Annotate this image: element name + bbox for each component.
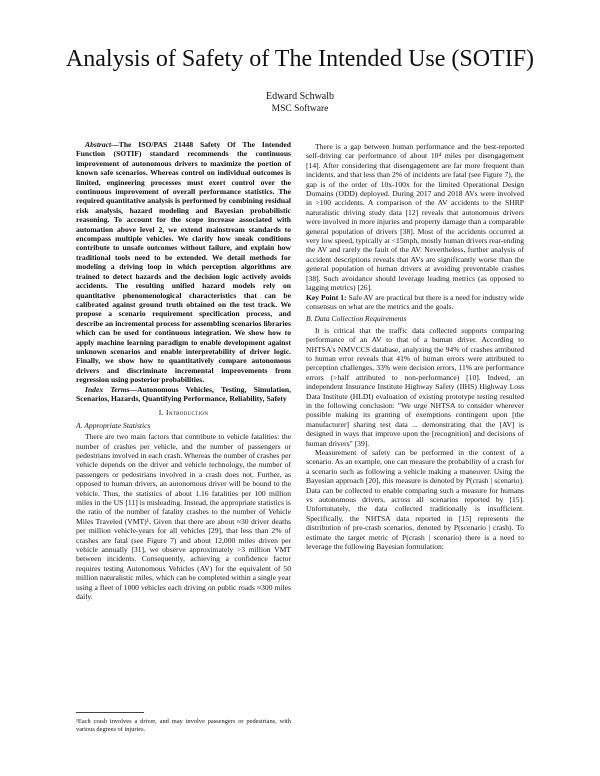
- footnote-rule: [76, 712, 144, 713]
- section-heading-introduction: I. Introduction: [158, 408, 209, 418]
- right-column: [306, 142, 524, 551]
- paragraph: There is a gap between human performance and the best-reported self-driving car performance of about 10⁴ miles per disengagement [14]. After considering that disengagement are far more frequent than incidents, and that less than 2% of incidents are fatal (see Figure 7), the gap is of the order of 10x-100x for the limited Operational Design Domains (ODD) deployed. During 2017 and 2018 AVs were involved in >100 accidents. A comparison of the AV accidents to the SHRP naturalistic driving study data [12] reveals that autonomous drivers were involved in more injuries and property damage than a comparable general population of drivers [38]. Most of the accidents occurred at very low speed, typically at <15mph, mostly human drivers rear-ending the AV and rarely the fault of the AV. Nevertheless, further analysis of accident descriptions reveals that AVs are significantly worse than the general population of human drivers at avoiding preventable crashes [38]. Such avoidance should leverage leading metrics (as opposed to lagging metrics) [26].: [306, 142, 524, 293]
- paper-title: Analysis of Safety of The Intended Use (SOTIF): [65, 46, 535, 72]
- index-terms-text: —Autonomous Vehicles, Testing, Simulation, Scenarios, Hazards, Quantifying Performance, Reliability, Safety: [76, 384, 291, 403]
- index-terms-lead: Index Terms: [85, 384, 130, 394]
- index-terms: [76, 385, 291, 404]
- subsection-heading-b: B. Data Collection Requirements: [306, 314, 407, 324]
- abstract-text: —The ISO/PAS 21448 Safety Of The Intended Function (SOTIF) standard recommends the continuous improvement of autonomous drivers to maximize the portion of known safe scenarios. Whereas control on individual outcomes is limited, engineering processes must exert control over the continuous improvement of overall performance statistics. The required quantitative analysis is performed by combining residual risk analysis, hazard modeling and Bayesian probabilistic reasoning. To account for the scope increase associated with automation above level 2, we extend mainstream standards to encompass multiple vehicles. We clarify how sneak conditions contribute to unsafe outcomes without failure, and explain how traditional tools need to be extended. We detail methods for modeling a driving loop in which perception algorithms are trained to detect hazards and the decision logic actively avoids accidents. The resulting unified hazard models rely on quantitative phenomenological characteristics that can be calibrated against ground truth obtained on the test track. We propose a scenario requirement specification process, and describe an incremental process for assembling scenarios libraries which can be used for continuous integration. We show how to apply machine learning paradigm to enable development against unknown scenarios and enable interpretability of driver logic. Finally, we show how to quantitatively compare autonomous drivers and discriminate incremental improvements from regression using posterior probabilities.: [76, 140, 291, 385]
- subsection-heading-a: A. Appropriate Statistics: [76, 420, 151, 430]
- paragraph: It is critical that the traffic data collected supports comparing performance of an AV to that of a human driver. According to NHTSA's NMVCCS database, analyzing the 94% of crashes attributed to human error reveals that 41% of human errors were attributed to perception challenges, 33% were decision errors, 11% are performance errors (>half attributed to non-performance) [10]. Indeed, an independent Insurance Institute Highway Safety (IIHS) Highway Loss Data Institute (HLDI) evaluation of existing prototype testing resulted in the following conclusion: "We urge NHTSA to consider wherever possible making its granting of exemptions contingent upon [the manufacturer] sharing test data ... demonstrating that the [AV] is designed in ways that improve upon the [recognition] and decisions of human drivers" [39].: [306, 325, 524, 448]
- key-point: [306, 293, 524, 312]
- left-column: [76, 140, 291, 602]
- key-point-text: Safe AV are practical but there is a need for industry wide consensus on what are the metrics and the goals.: [306, 292, 524, 311]
- footnote: ¹Each crash involves a driver, and may involve passengers or pedestrians, with various degrees of injuries.: [76, 718, 291, 733]
- paragraph: There are two main factors that contribute to vehicle fatalities: the number of crashes per vehicle, and the number of passengers or pedestrians involved in each crash. Whereas the number of crashes per vehicle depends on the driver and vehicle technology, the number of passengers or pedestrians involved in a crash does not. Further, as opposed to human drivers, an autonomous driver will be bound to the vehicle. Thus, the statistics of about 1.16 fatalities per 100 million miles in the US [11] is misleading. Instead, the appropriate statistics is the ratio of the number of fatality crashes to the number of Vehicle Miles Traveled (VMT)¹. Given that there are about ≈30 driver deaths per million vehicle-years for all vehicles [29], that less than 2% of crashes are fatal (see Figure 7) and about 12,000 miles driven per vehicle annually [31], we observe approximately >3 million VMT between incidents. Consequently, achieving a confidence factor requires testing Autonomous Vehicles (AV) for the equivalent of 50 million naturalistic miles, which can be completed within a single year using a fleet of 1000 vehicles each driving on public roads ≈300 miles daily.: [76, 432, 291, 602]
- author-name: Edward Schwalb: [265, 91, 335, 102]
- author-affiliation: MSC Software: [271, 104, 329, 114]
- paragraph: Measurement of safety can be performed in the context of a scenario. As an example, one can measure the probability of a crash for a scenario such as following a vehicle making a maneuver. Using the Bayesian approach [20], this measure is denoted by P(crash | scenario). Data can be collected to enable comparing such a measure for humans vs autonomous drivers, across all scenarios reported by [15]. Unfortunately, the data collected traditionally is insufficient. Specifically, the NHTSA data reported in [15] represents the distribution of pre-crash scenarios, denoted by P(scenario | crash). To estimate the target metric of P(crash | scenario) there is a need to leverage the following Bayesian formulation:: [306, 448, 524, 552]
- key-point-lead: Key Point 1:: [306, 292, 347, 302]
- abstract: [76, 140, 291, 385]
- abstract-lead: Abstract: [85, 140, 112, 149]
